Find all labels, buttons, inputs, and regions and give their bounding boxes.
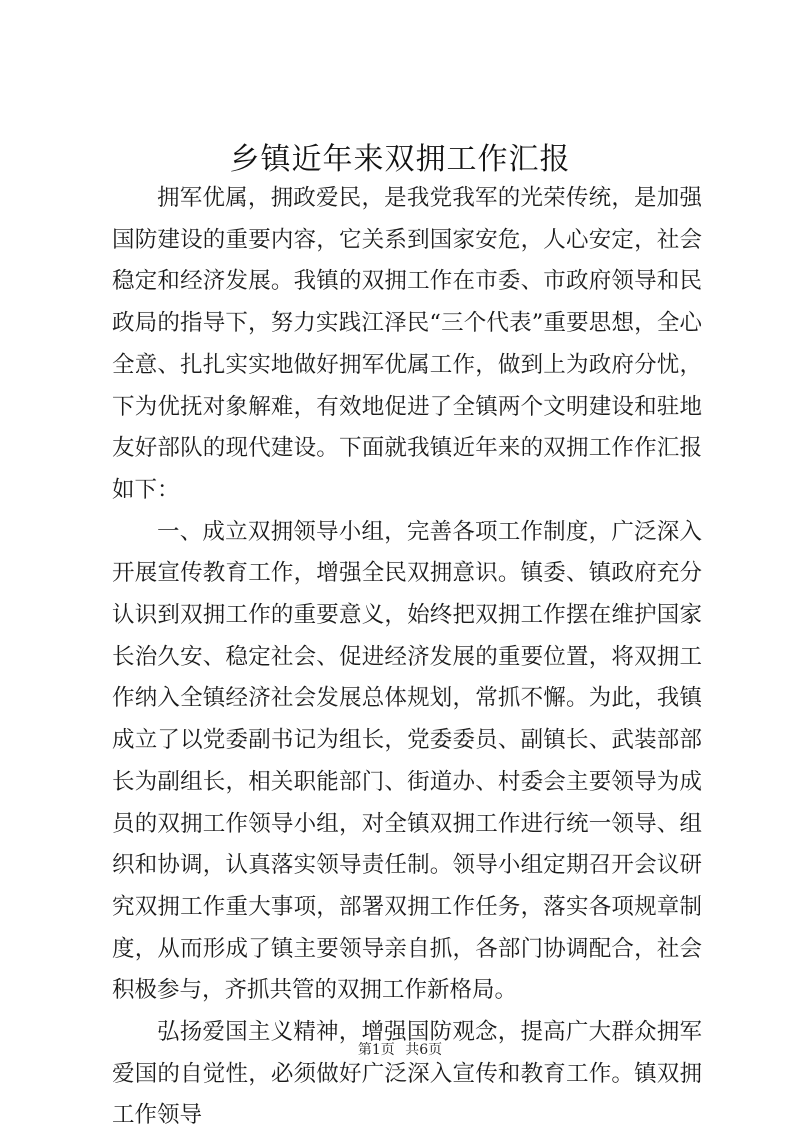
paragraph-propaganda: 弘扬爱国主义精神，增强国防观念，提高广大群众拥军爱国的自觉性，必须做好广泛深入宣传和教育工作。镇双拥工作领导 [112, 1019, 702, 1129]
page-footer [0, 1040, 800, 1060]
paragraph-intro: 拥军优属，拥政爱民，是我党我军的光荣传统，是加强国防建设的重要内容，它关系到国家安危，人心安定，社会稳定和经济发展。我镇的双拥工作在市委、市政府领导和民政局的指导下，努力实践江泽民“三个代表”重要思想，全心全意、扎扎实实地做好拥军优属工作，做到上为政府分忧，下为优抚对象解难，有效地促进了全镇两个文明建设和驻地友好部队的现代建设。下面就我镇近年来的双拥工作作汇报如下： [112, 185, 702, 503]
page-number: 第1页 [357, 1042, 395, 1058]
paragraph-section-one: 一、成立双拥领导小组，完善各项工作制度，广泛深入开展宣传教育工作，增强全民双拥意识。镇委、镇政府充分认识到双拥工作的重要意义，始终把双拥工作摆在维护国家长治久安、稳定社会、促进经济发展的重要位置，将双拥工作纳入全镇经济社会发展总体规划，常抓不懈。为此，我镇成立了以党委副书记为组长，党委委员、副镇长、武装部部长为副组长，相关职能部门、街道办、村委会主要领导为成员的双拥工作领导小组，对全镇双拥工作进行统一领导、组织和协调，认真落实领导责任制。领导小组定期召开会议研究双拥工作重大事项，部署双拥工作任务，落实各项规章制度，从而形成了镇主要领导亲自抓，各部门协调配合，社会积极参与，齐抓共管的双拥工作新格局。 [112, 518, 702, 1004]
document-body [112, 178, 702, 1137]
page-total: 共6页 [405, 1042, 443, 1058]
document-title: 乡镇近年来双拥工作汇报 [229, 142, 571, 177]
